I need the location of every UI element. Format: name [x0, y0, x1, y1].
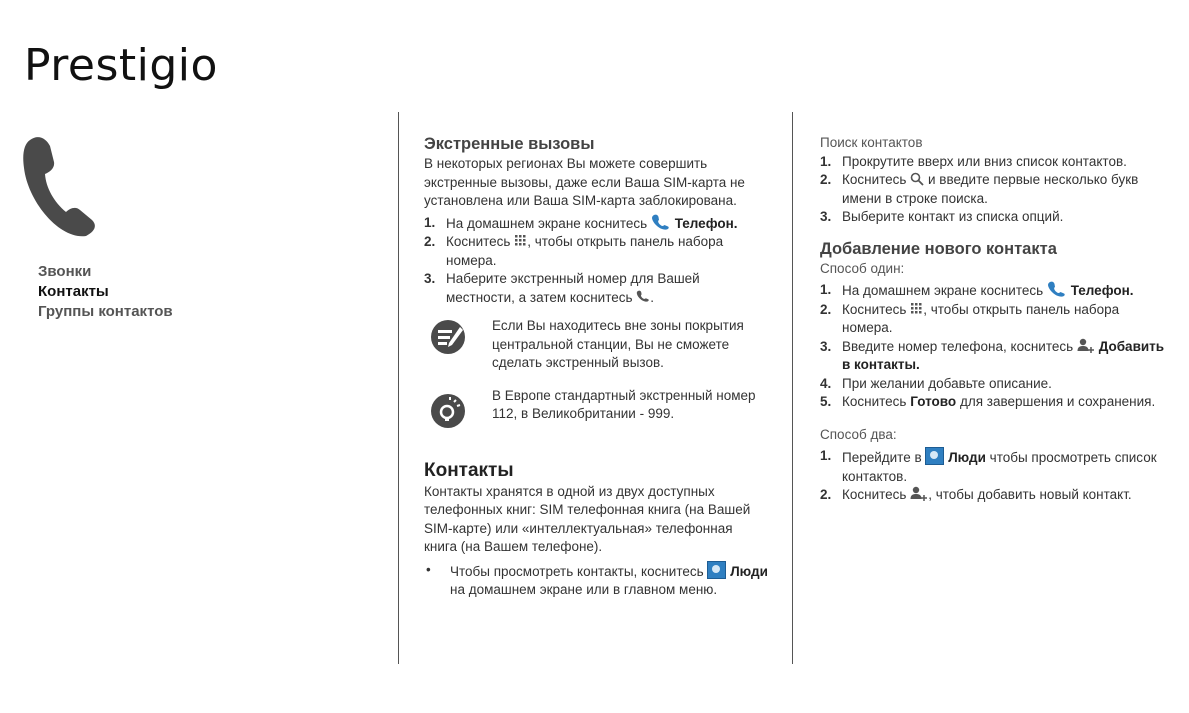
note-emergency-number: В Европе стандартный экстренный номер 112, в Великобритании - 999.	[424, 387, 769, 437]
people-app-icon	[707, 561, 726, 579]
method-two-steps	[820, 447, 1172, 505]
method-one-label: Способ один:	[820, 260, 905, 276]
list-item: 2. Коснитесь и введите первые несколько букв имени в строке поиска.	[820, 172, 1139, 206]
contacts-column	[820, 134, 1172, 505]
sidebar-nav	[38, 262, 173, 322]
search-title: Поиск контактов	[820, 135, 923, 150]
prestigio-logo: Prestigio	[24, 40, 218, 91]
list-item: 2. Коснитесь , чтобы открыть панель набора номера.	[424, 234, 724, 268]
phone-call-icon	[636, 290, 650, 304]
list-item: 1. На домашнем экране коснитесь Телефон.	[424, 214, 738, 231]
phone-app-icon	[651, 214, 671, 230]
tip-icon	[430, 393, 466, 429]
emergency-column	[424, 134, 769, 600]
sidebar-item-contact-groups[interactable]: Группы контактов	[38, 303, 173, 320]
list-item: 1. Перейдите в Люди чтобы просмотреть список контактов.	[820, 448, 1157, 484]
emergency-intro: В некоторых регионах Вы можете совершить экстренные вызовы, даже если Ваша SIM-карта не установлена или Ваша SIM-карта заблокирована.	[424, 156, 745, 208]
add-contact-icon	[910, 486, 928, 501]
list-item: • Чтобы просмотреть контакты, коснитесь Люди на домашнем экране или в главном меню.	[424, 561, 769, 600]
contacts-title: Контакты	[424, 459, 514, 481]
list-item: 4. При желании добавьте описание.	[820, 375, 1052, 391]
note-icon	[430, 319, 466, 355]
emergency-title: Экстренные вызовы	[424, 135, 595, 153]
sidebar-item-contacts[interactable]: Контакты	[38, 283, 109, 300]
list-item: 1. На домашнем экране коснитесь Телефон.	[820, 282, 1134, 298]
list-item: 3. Выберите контакт из списка опций.	[820, 209, 1064, 224]
column-divider-left	[398, 112, 399, 664]
method-two-label: Способ два:	[820, 426, 897, 442]
method-one-steps	[820, 281, 1172, 412]
phone-icon	[20, 132, 100, 237]
emergency-steps	[424, 214, 769, 308]
list-item: 1. Прокрутите вверх или вниз список контактов.	[820, 153, 1127, 169]
contacts-bullets	[424, 561, 769, 600]
column-divider-right	[792, 112, 793, 664]
dialpad-icon	[514, 234, 527, 248]
contacts-intro: Контакты хранятся в одной из двух доступных телефонных книг: SIM телефонная книга (на Вашей SIM-карте) или «интеллектуальная» телефонная книга (на Вашем телефоне).	[424, 483, 751, 554]
list-item: 5. Коснитесь Готово для завершения и сохранения.	[820, 394, 1156, 409]
add-contact-icon	[1077, 338, 1095, 353]
add-contact-title: Добавление нового контакта	[820, 239, 1057, 258]
list-item: 3. Наберите экстренный номер для Вашей местности, а затем коснитесь .	[424, 271, 700, 305]
note-coverage: Если Вы находитесь вне зоны покрытия центральной станции, Вы не сможете сделать экстренный вызов.	[424, 317, 769, 373]
dialpad-icon	[910, 302, 923, 316]
sidebar-item-calls[interactable]: Звонки	[38, 263, 92, 280]
people-app-icon	[925, 447, 944, 465]
search-icon	[910, 172, 924, 186]
list-item: 3. Введите номер телефона, коснитесь Добавить в контакты.	[820, 338, 1165, 372]
list-item: 2. Коснитесь , чтобы открыть панель набора номера.	[820, 301, 1120, 335]
search-steps	[820, 153, 1172, 227]
list-item: 2. Коснитесь , чтобы добавить новый контакт.	[820, 487, 1132, 502]
phone-app-icon	[1047, 281, 1067, 297]
